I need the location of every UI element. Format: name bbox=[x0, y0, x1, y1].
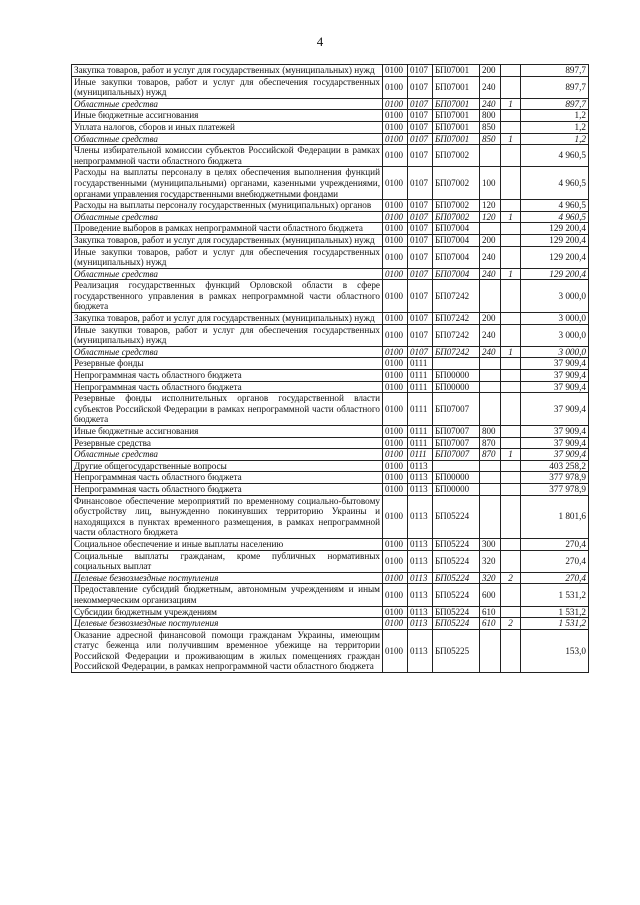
subsection-code: 0107 bbox=[408, 121, 433, 133]
subsection-code: 0113 bbox=[408, 572, 433, 584]
target-article-code: БП07001 bbox=[433, 133, 480, 145]
expense-type-code: 200 bbox=[480, 65, 501, 77]
amount-value: 3 000,0 bbox=[521, 346, 589, 358]
expense-type-code: 240 bbox=[480, 246, 501, 268]
amount-value: 897,7 bbox=[521, 65, 589, 77]
section-code: 0100 bbox=[383, 370, 408, 382]
expense-name: Расходы на выплаты персоналу в целях обеспечения выполнения функций государственными (муниципальными) органами, казенными учреждениями, органами управления государственными внебюджетными фондами bbox=[72, 167, 383, 200]
funding-source-code bbox=[501, 234, 521, 246]
expense-type-code: 300 bbox=[480, 538, 501, 550]
expense-name: Предоставление субсидий бюджетным, автономным учреждениям и иным некоммерческим организациям bbox=[72, 584, 383, 606]
expense-type-code bbox=[480, 483, 501, 495]
section-code: 0100 bbox=[383, 65, 408, 77]
expense-type-code bbox=[480, 223, 501, 235]
section-code: 0100 bbox=[383, 133, 408, 145]
section-code: 0100 bbox=[383, 584, 408, 606]
funding-source-code bbox=[501, 472, 521, 484]
expense-type-code: 240 bbox=[480, 346, 501, 358]
funding-source-code: 1 bbox=[501, 346, 521, 358]
amount-value: 897,7 bbox=[521, 76, 589, 98]
funding-source-code bbox=[501, 381, 521, 393]
table-row bbox=[72, 324, 589, 346]
target-article-code: БП07007 bbox=[433, 426, 480, 438]
section-code: 0100 bbox=[383, 313, 408, 325]
subsection-code: 0111 bbox=[408, 426, 433, 438]
expense-name: Резервные средства bbox=[72, 437, 383, 449]
expense-name: Непрограммная часть областного бюджета bbox=[72, 483, 383, 495]
expense-type-code: 800 bbox=[480, 426, 501, 438]
subsection-code: 0107 bbox=[408, 167, 433, 200]
funding-source-code: 1 bbox=[501, 133, 521, 145]
subsection-code: 0111 bbox=[408, 381, 433, 393]
expense-type-code bbox=[480, 629, 501, 672]
section-code: 0100 bbox=[383, 426, 408, 438]
amount-value: 1 531,2 bbox=[521, 618, 589, 630]
table-row bbox=[72, 268, 589, 280]
subsection-code: 0107 bbox=[408, 76, 433, 98]
amount-value: 1,2 bbox=[521, 121, 589, 133]
expense-name: Резервные фонды исполнительных органов государственной власти субъектов Российской Федерации в рамках непрограммной части областного бюджета bbox=[72, 393, 383, 426]
expense-type-code: 870 bbox=[480, 449, 501, 461]
amount-value: 129 200,4 bbox=[521, 246, 589, 268]
funding-source-code bbox=[501, 538, 521, 550]
expense-type-code: 100 bbox=[480, 167, 501, 200]
amount-value: 37 909,4 bbox=[521, 381, 589, 393]
funding-source-code bbox=[501, 495, 521, 538]
section-code: 0100 bbox=[383, 121, 408, 133]
target-article-code: БП07001 bbox=[433, 98, 480, 110]
table-row bbox=[72, 223, 589, 235]
section-code: 0100 bbox=[383, 495, 408, 538]
subsection-code: 0111 bbox=[408, 393, 433, 426]
amount-value: 270,4 bbox=[521, 550, 589, 572]
section-code: 0100 bbox=[383, 223, 408, 235]
funding-source-code bbox=[501, 200, 521, 212]
expense-name: Субсидии бюджетным учреждениям bbox=[72, 606, 383, 618]
section-code: 0100 bbox=[383, 629, 408, 672]
section-code: 0100 bbox=[383, 145, 408, 167]
expense-name: Иные бюджетные ассигнования bbox=[72, 426, 383, 438]
section-code: 0100 bbox=[383, 110, 408, 122]
subsection-code: 0107 bbox=[408, 133, 433, 145]
funding-source-code: 1 bbox=[501, 98, 521, 110]
target-article-code: БП07001 bbox=[433, 110, 480, 122]
funding-source-code bbox=[501, 629, 521, 672]
section-code: 0100 bbox=[383, 437, 408, 449]
subsection-code: 0111 bbox=[408, 437, 433, 449]
expense-name: Областные средства bbox=[72, 449, 383, 461]
expense-name: Областные средства bbox=[72, 211, 383, 223]
subsection-code: 0113 bbox=[408, 618, 433, 630]
amount-value: 1 531,2 bbox=[521, 584, 589, 606]
expense-name: Непрограммная часть областного бюджета bbox=[72, 370, 383, 382]
expense-name: Закупка товаров, работ и услуг для государственных (муниципальных) нужд bbox=[72, 313, 383, 325]
amount-value: 3 000,0 bbox=[521, 280, 589, 313]
table-row bbox=[72, 211, 589, 223]
expense-name: Иные бюджетные ассигнования bbox=[72, 110, 383, 122]
subsection-code: 0107 bbox=[408, 313, 433, 325]
expense-type-code: 600 bbox=[480, 584, 501, 606]
funding-source-code: 1 bbox=[501, 211, 521, 223]
section-code: 0100 bbox=[383, 572, 408, 584]
amount-value: 4 960,5 bbox=[521, 211, 589, 223]
amount-value: 37 909,4 bbox=[521, 358, 589, 370]
funding-source-code: 2 bbox=[501, 618, 521, 630]
table-row bbox=[72, 437, 589, 449]
expense-type-code bbox=[480, 358, 501, 370]
target-article-code: БП07007 bbox=[433, 449, 480, 461]
amount-value: 3 000,0 bbox=[521, 324, 589, 346]
expense-type-code bbox=[480, 495, 501, 538]
funding-source-code: 1 bbox=[501, 449, 521, 461]
table-row bbox=[72, 370, 589, 382]
subsection-code: 0107 bbox=[408, 346, 433, 358]
table-row bbox=[72, 246, 589, 268]
target-article-code: БП00000 bbox=[433, 472, 480, 484]
table-row bbox=[72, 584, 589, 606]
funding-source-code bbox=[501, 370, 521, 382]
funding-source-code bbox=[501, 110, 521, 122]
amount-value: 897,7 bbox=[521, 98, 589, 110]
section-code: 0100 bbox=[383, 550, 408, 572]
subsection-code: 0111 bbox=[408, 370, 433, 382]
funding-source-code bbox=[501, 167, 521, 200]
table-row bbox=[72, 121, 589, 133]
target-article-code: БП05224 bbox=[433, 572, 480, 584]
expense-type-code: 240 bbox=[480, 324, 501, 346]
funding-source-code bbox=[501, 223, 521, 235]
amount-value: 37 909,4 bbox=[521, 370, 589, 382]
expense-name: Уплата налогов, сборов и иных платежей bbox=[72, 121, 383, 133]
table-row bbox=[72, 200, 589, 212]
target-article-code: БП05224 bbox=[433, 618, 480, 630]
table-row bbox=[72, 133, 589, 145]
amount-value: 3 000,0 bbox=[521, 313, 589, 325]
section-code: 0100 bbox=[383, 460, 408, 472]
expense-type-code bbox=[480, 381, 501, 393]
subsection-code: 0113 bbox=[408, 584, 433, 606]
expense-name: Закупка товаров, работ и услуг для государственных (муниципальных) нужд bbox=[72, 65, 383, 77]
funding-source-code bbox=[501, 313, 521, 325]
table-row bbox=[72, 110, 589, 122]
page-number: 4 bbox=[316, 34, 324, 49]
expense-name: Областные средства bbox=[72, 133, 383, 145]
target-article-code: БП07007 bbox=[433, 437, 480, 449]
subsection-code: 0113 bbox=[408, 495, 433, 538]
amount-value: 1 801,6 bbox=[521, 495, 589, 538]
section-code: 0100 bbox=[383, 393, 408, 426]
subsection-code: 0107 bbox=[408, 280, 433, 313]
target-article-code: БП05224 bbox=[433, 538, 480, 550]
budget-table-body bbox=[72, 65, 589, 673]
amount-value: 4 960,5 bbox=[521, 200, 589, 212]
target-article-code: БП00000 bbox=[433, 370, 480, 382]
table-row bbox=[72, 618, 589, 630]
table-row bbox=[72, 483, 589, 495]
section-code: 0100 bbox=[383, 483, 408, 495]
funding-source-code bbox=[501, 324, 521, 346]
table-row bbox=[72, 280, 589, 313]
section-code: 0100 bbox=[383, 472, 408, 484]
expense-type-code bbox=[480, 393, 501, 426]
target-article-code: БП00000 bbox=[433, 483, 480, 495]
section-code: 0100 bbox=[383, 324, 408, 346]
table-row bbox=[72, 550, 589, 572]
table-row bbox=[72, 381, 589, 393]
expense-name: Областные средства bbox=[72, 346, 383, 358]
amount-value: 37 909,4 bbox=[521, 426, 589, 438]
amount-value: 270,4 bbox=[521, 572, 589, 584]
target-article-code: БП07001 bbox=[433, 65, 480, 77]
table-row bbox=[72, 393, 589, 426]
amount-value: 153,0 bbox=[521, 629, 589, 672]
expense-type-code: 610 bbox=[480, 606, 501, 618]
target-article-code: БП07002 bbox=[433, 167, 480, 200]
expense-type-code: 320 bbox=[480, 572, 501, 584]
expense-name: Иные закупки товаров, работ и услуг для обеспечения государственных (муниципальных) нужд bbox=[72, 246, 383, 268]
section-code: 0100 bbox=[383, 246, 408, 268]
table-row bbox=[72, 495, 589, 538]
expense-type-code: 240 bbox=[480, 98, 501, 110]
target-article-code bbox=[433, 358, 480, 370]
target-article-code: БП07002 bbox=[433, 145, 480, 167]
amount-value: 129 200,4 bbox=[521, 234, 589, 246]
section-code: 0100 bbox=[383, 606, 408, 618]
subsection-code: 0113 bbox=[408, 606, 433, 618]
subsection-code: 0107 bbox=[408, 98, 433, 110]
subsection-code: 0113 bbox=[408, 538, 433, 550]
amount-value: 1,2 bbox=[521, 110, 589, 122]
expense-name: Оказание адресной финансовой помощи гражданам Украины, имеющим статус беженца или получившим временное убежище на территории Российской Федерации и проживающим в жилых помещениях граждан Российской Федерации, в рамках непрограммной части областного бюджета bbox=[72, 629, 383, 672]
table-row bbox=[72, 426, 589, 438]
section-code: 0100 bbox=[383, 449, 408, 461]
section-code: 0100 bbox=[383, 211, 408, 223]
funding-source-code bbox=[501, 280, 521, 313]
expense-name: Проведение выборов в рамках непрограммной части областного бюджета bbox=[72, 223, 383, 235]
expense-type-code bbox=[480, 280, 501, 313]
amount-value: 403 258,2 bbox=[521, 460, 589, 472]
funding-source-code bbox=[501, 426, 521, 438]
expense-type-code bbox=[480, 472, 501, 484]
amount-value: 4 960,5 bbox=[521, 167, 589, 200]
expense-type-code: 870 bbox=[480, 437, 501, 449]
funding-source-code bbox=[501, 606, 521, 618]
target-article-code: БП07001 bbox=[433, 121, 480, 133]
target-article-code: БП07002 bbox=[433, 200, 480, 212]
funding-source-code bbox=[501, 460, 521, 472]
target-article-code: БП05224 bbox=[433, 550, 480, 572]
subsection-code: 0107 bbox=[408, 65, 433, 77]
expense-name: Иные закупки товаров, работ и услуг для обеспечения государственных (муниципальных) нужд bbox=[72, 76, 383, 98]
expense-name: Резервные фонды bbox=[72, 358, 383, 370]
expense-name: Областные средства bbox=[72, 98, 383, 110]
funding-source-code bbox=[501, 483, 521, 495]
expense-name: Расходы на выплаты персоналу государственных (муниципальных) органов bbox=[72, 200, 383, 212]
target-article-code: БП07242 bbox=[433, 324, 480, 346]
section-code: 0100 bbox=[383, 381, 408, 393]
table-row bbox=[72, 472, 589, 484]
table-row bbox=[72, 538, 589, 550]
subsection-code: 0107 bbox=[408, 246, 433, 268]
amount-value: 129 200,4 bbox=[521, 268, 589, 280]
subsection-code: 0107 bbox=[408, 200, 433, 212]
subsection-code: 0107 bbox=[408, 211, 433, 223]
funding-source-code: 2 bbox=[501, 572, 521, 584]
subsection-code: 0113 bbox=[408, 629, 433, 672]
section-code: 0100 bbox=[383, 200, 408, 212]
target-article-code: БП07242 bbox=[433, 313, 480, 325]
section-code: 0100 bbox=[383, 618, 408, 630]
section-code: 0100 bbox=[383, 346, 408, 358]
amount-value: 129 200,4 bbox=[521, 223, 589, 235]
subsection-code: 0107 bbox=[408, 145, 433, 167]
subsection-code: 0113 bbox=[408, 460, 433, 472]
target-article-code: БП05225 bbox=[433, 629, 480, 672]
expense-name: Непрограммная часть областного бюджета bbox=[72, 472, 383, 484]
expense-name: Закупка товаров, работ и услуг для государственных (муниципальных) нужд bbox=[72, 234, 383, 246]
subsection-code: 0113 bbox=[408, 472, 433, 484]
amount-value: 4 960,5 bbox=[521, 145, 589, 167]
target-article-code: БП07242 bbox=[433, 280, 480, 313]
expense-type-code: 240 bbox=[480, 76, 501, 98]
target-article-code bbox=[433, 460, 480, 472]
funding-source-code bbox=[501, 65, 521, 77]
target-article-code: БП07004 bbox=[433, 223, 480, 235]
table-row bbox=[72, 65, 589, 77]
table-row bbox=[72, 234, 589, 246]
budget-table bbox=[71, 64, 589, 673]
subsection-code: 0113 bbox=[408, 550, 433, 572]
table-row bbox=[72, 346, 589, 358]
expense-name: Члены избирательной комиссии субъектов Российской Федерации в рамках непрограммной части областного бюджета bbox=[72, 145, 383, 167]
table-row bbox=[72, 629, 589, 672]
funding-source-code bbox=[501, 584, 521, 606]
expense-type-code: 200 bbox=[480, 313, 501, 325]
expense-type-code: 610 bbox=[480, 618, 501, 630]
amount-value: 37 909,4 bbox=[521, 449, 589, 461]
amount-value: 270,4 bbox=[521, 538, 589, 550]
expense-type-code bbox=[480, 460, 501, 472]
target-article-code: БП00000 bbox=[433, 381, 480, 393]
expense-name: Реализация государственных функций Орловской области в сфере государственного управления в рамках непрограммной части областного бюджета bbox=[72, 280, 383, 313]
subsection-code: 0111 bbox=[408, 449, 433, 461]
expense-name: Областные средства bbox=[72, 268, 383, 280]
table-row bbox=[72, 460, 589, 472]
section-code: 0100 bbox=[383, 98, 408, 110]
subsection-code: 0113 bbox=[408, 483, 433, 495]
amount-value: 1 531,2 bbox=[521, 606, 589, 618]
funding-source-code bbox=[501, 145, 521, 167]
table-row bbox=[72, 313, 589, 325]
expense-type-code: 800 bbox=[480, 110, 501, 122]
expense-type-code: 320 bbox=[480, 550, 501, 572]
expense-name: Социальные выплаты гражданам, кроме публичных нормативных социальных выплат bbox=[72, 550, 383, 572]
subsection-code: 0107 bbox=[408, 234, 433, 246]
section-code: 0100 bbox=[383, 167, 408, 200]
section-code: 0100 bbox=[383, 268, 408, 280]
table-row bbox=[72, 606, 589, 618]
section-code: 0100 bbox=[383, 538, 408, 550]
funding-source-code bbox=[501, 437, 521, 449]
table-row bbox=[72, 167, 589, 200]
funding-source-code bbox=[501, 393, 521, 426]
funding-source-code bbox=[501, 76, 521, 98]
expense-name: Непрограммная часть областного бюджета bbox=[72, 381, 383, 393]
section-code: 0100 bbox=[383, 280, 408, 313]
expense-name: Целевые безвозмездные поступления bbox=[72, 572, 383, 584]
subsection-code: 0107 bbox=[408, 223, 433, 235]
table-row bbox=[72, 98, 589, 110]
subsection-code: 0107 bbox=[408, 324, 433, 346]
expense-type-code: 240 bbox=[480, 268, 501, 280]
amount-value: 377 978,9 bbox=[521, 472, 589, 484]
expense-type-code: 850 bbox=[480, 121, 501, 133]
amount-value: 1,2 bbox=[521, 133, 589, 145]
expense-type-code: 120 bbox=[480, 200, 501, 212]
funding-source-code bbox=[501, 246, 521, 268]
section-code: 0100 bbox=[383, 358, 408, 370]
target-article-code: БП05224 bbox=[433, 495, 480, 538]
funding-source-code bbox=[501, 550, 521, 572]
target-article-code: БП07242 bbox=[433, 346, 480, 358]
target-article-code: БП07004 bbox=[433, 246, 480, 268]
expense-name: Другие общегосударственные вопросы bbox=[72, 460, 383, 472]
table-row bbox=[72, 145, 589, 167]
target-article-code: БП07004 bbox=[433, 234, 480, 246]
expense-type-code bbox=[480, 145, 501, 167]
table-row bbox=[72, 358, 589, 370]
expense-type-code bbox=[480, 370, 501, 382]
target-article-code: БП07004 bbox=[433, 268, 480, 280]
section-code: 0100 bbox=[383, 76, 408, 98]
target-article-code: БП07007 bbox=[433, 393, 480, 426]
amount-value: 37 909,4 bbox=[521, 437, 589, 449]
expense-name: Иные закупки товаров, работ и услуг для обеспечения государственных (муниципальных) нужд bbox=[72, 324, 383, 346]
target-article-code: БП05224 bbox=[433, 606, 480, 618]
target-article-code: БП07001 bbox=[433, 76, 480, 98]
subsection-code: 0111 bbox=[408, 358, 433, 370]
expense-type-code: 200 bbox=[480, 234, 501, 246]
expense-name: Социальное обеспечение и иные выплаты населению bbox=[72, 538, 383, 550]
amount-value: 37 909,4 bbox=[521, 393, 589, 426]
table-row bbox=[72, 572, 589, 584]
amount-value: 377 978,9 bbox=[521, 483, 589, 495]
table-row bbox=[72, 76, 589, 98]
funding-source-code: 1 bbox=[501, 268, 521, 280]
funding-source-code bbox=[501, 121, 521, 133]
subsection-code: 0107 bbox=[408, 110, 433, 122]
funding-source-code bbox=[501, 358, 521, 370]
table-row bbox=[72, 449, 589, 461]
expense-name: Целевые безвозмездные поступления bbox=[72, 618, 383, 630]
expense-type-code: 850 bbox=[480, 133, 501, 145]
subsection-code: 0107 bbox=[408, 268, 433, 280]
expense-type-code: 120 bbox=[480, 211, 501, 223]
target-article-code: БП05224 bbox=[433, 584, 480, 606]
section-code: 0100 bbox=[383, 234, 408, 246]
target-article-code: БП07002 bbox=[433, 211, 480, 223]
expense-name: Финансовое обеспечение мероприятий по временному социально-бытовому обустройству лиц, вынужденно покинувших территорию Украины и находящихся в пунктах временного размещения, в рамках непрограммной части областного бюджета bbox=[72, 495, 383, 538]
